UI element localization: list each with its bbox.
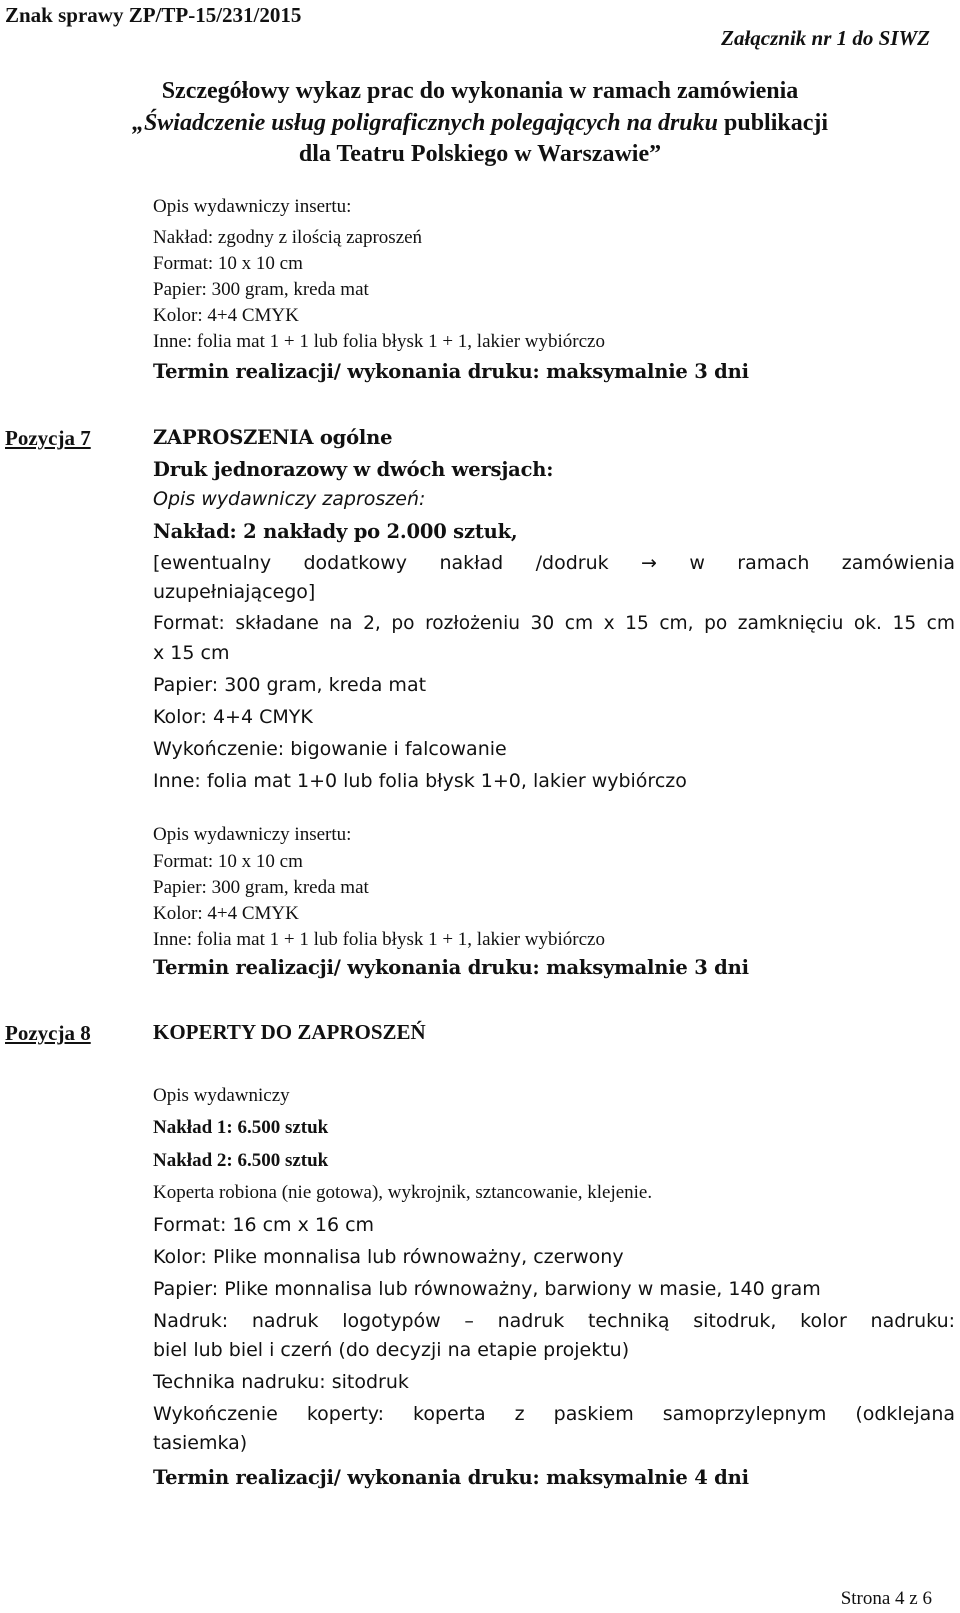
pozycja-8-kolor: Kolor: Plike monnalisa lub równoważny, czerwony [153, 1246, 624, 1268]
word: cm [926, 613, 956, 634]
pozycja-8-termin: Termin realizacji/ wykonania druku: maksymalnie 4 dni [153, 1466, 749, 1489]
word: sitodruk, [693, 1310, 777, 1332]
word: dodatkowy [303, 552, 408, 574]
word: logotypów [342, 1310, 441, 1332]
pozycja-8-label: Pozycja 8 [5, 1021, 91, 1045]
pozycja-8-title: KOPERTY DO ZAPROSZEŃ [153, 1020, 426, 1044]
insert-kolor: Kolor: 4+4 CMYK [153, 305, 299, 326]
word: paskiem [553, 1403, 634, 1425]
pozycja-7-opis: Opis wydawniczy zaproszeń: [153, 488, 426, 510]
word: kolor [800, 1310, 847, 1332]
pozycja-7-inne: Inne: folia mat 1+0 lub folia błysk 1+0, lakier wybiórczo [153, 770, 687, 792]
pozycja-7-format-cont: x 15 cm [153, 642, 230, 664]
arrow-icon: → [641, 552, 657, 574]
word: ok. [853, 613, 882, 634]
word: rozłożeniu [425, 613, 521, 634]
word: nadruku: [870, 1310, 956, 1332]
pozycja-8-naklad2: Nakład 2: 6.500 sztuk [153, 1150, 329, 1171]
word: 2, [363, 613, 381, 634]
word: zamówienia [841, 552, 956, 574]
pozycja-8-papier: Papier: Plike monnalisa lub równoważny, barwiony w masie, 140 gram [153, 1278, 821, 1300]
word: nadruk [497, 1310, 565, 1332]
word: Format: [153, 613, 225, 634]
word: (odklejana [855, 1403, 956, 1425]
word: – [464, 1310, 474, 1332]
pozycja-7-naklad: Nakład: 2 nakłady po 2.000 sztuk, [153, 520, 518, 543]
insert-papier: Papier: 300 gram, kreda mat [153, 279, 369, 300]
document-title-line3: dla Teatru Polskiego w Warszawie” [298, 141, 662, 167]
pozycja-7-insert-format: Format: 10 x 10 cm [153, 851, 303, 872]
insert-heading: Opis wydawniczy insertu: [153, 196, 352, 217]
pozycja-7-ewentualny-cont: uzupełniającego] [153, 581, 316, 603]
pozycja-8-technika: Technika nadruku: sitodruk [153, 1371, 409, 1393]
word: z [514, 1403, 525, 1425]
word: Wykończenie [153, 1403, 278, 1425]
word: 15 [892, 613, 917, 634]
word: 15 [625, 613, 649, 634]
title-rest-part: publikacji [718, 110, 829, 136]
word: po [704, 613, 728, 634]
annex-label: Załącznik nr 1 do SIWZ [721, 26, 930, 50]
word: x [603, 613, 615, 634]
pozycja-8-naklad1: Nakład 1: 6.500 sztuk [153, 1117, 329, 1138]
word: zamknięciu [737, 613, 844, 634]
page-number: Strona 4 z 6 [840, 1588, 932, 1609]
pozycja-7-label: Pozycja 7 [5, 426, 91, 450]
insert-termin: Termin realizacji/ wykonania druku: maksymalnie 3 dni [153, 360, 749, 383]
word: samoprzylepnym [662, 1403, 827, 1425]
word: ramach [737, 552, 810, 574]
word: cm [564, 613, 594, 634]
insert-inne: Inne: folia mat 1 + 1 lub folia błysk 1 + 1, lakier wybiórczo [153, 331, 605, 352]
pozycja-8-nadruk [153, 1310, 955, 1332]
word: Nadruk: [153, 1310, 229, 1332]
word: /dodruk [535, 552, 609, 574]
pozycja-7-kolor: Kolor: 4+4 CMYK [153, 706, 313, 728]
pozycja-8-format: Format: 16 cm x 16 cm [153, 1214, 375, 1236]
pozycja-7-format [153, 613, 955, 634]
pozycja-7-termin: Termin realizacji/ wykonania druku: maksymalnie 3 dni [153, 956, 749, 979]
document-title-line1: Szczegółowy wykaz prac do wykonania w ramach zamówienia [161, 78, 799, 104]
word: [ewentualny [153, 552, 272, 574]
pozycja-7-wykonczenie: Wykończenie: bigowanie i falcowanie [153, 738, 507, 760]
pozycja-8-koperta: Koperta robiona (nie gotowa), wykrojnik, sztancowanie, klejenie. [153, 1182, 653, 1203]
word: nakład [439, 552, 504, 574]
title-italic-part: „Świadczenie usług poligraficznych polegających na druku [131, 110, 718, 136]
word: składane [235, 613, 319, 634]
word: cm, [659, 613, 694, 634]
pozycja-7-druk: Druk jednorazowy w dwóch wersjach: [153, 458, 554, 481]
pozycja-7-insert-heading: Opis wydawniczy insertu: [153, 824, 352, 845]
pozycja-7-insert-kolor: Kolor: 4+4 CMYK [153, 903, 299, 924]
pozycja-7-insert-papier: Papier: 300 gram, kreda mat [153, 877, 369, 898]
pozycja-8-nadruk-cont: biel lub biel i czerń (do decyzji na etapie projektu) [153, 1339, 630, 1361]
pozycja-7-insert-inne: Inne: folia mat 1 + 1 lub folia błysk 1 + 1, lakier wybiórczo [153, 929, 605, 950]
insert-format: Format: 10 x 10 cm [153, 253, 303, 274]
word: nadruk [251, 1310, 319, 1332]
word: koperta [413, 1403, 486, 1425]
word: 30 [530, 613, 555, 634]
word: po [391, 613, 415, 634]
pozycja-8-wykonczenie-cont: tasiemka) [153, 1432, 248, 1454]
pozycja-7-title: ZAPROSZENIA ogólne [153, 426, 393, 449]
pozycja-7-papier: Papier: 300 gram, kreda mat [153, 674, 427, 696]
insert-naklad: Nakład: zgodny z ilością zaproszeń [153, 227, 423, 248]
document-title-line2 [0, 110, 960, 137]
word: na [329, 613, 353, 634]
word: w [689, 552, 705, 574]
pozycja-7-ewentualny [153, 552, 955, 574]
pozycja-8-opis: Opis wydawniczy [153, 1085, 290, 1106]
pozycja-8-wykonczenie [153, 1403, 955, 1425]
word: koperty: [306, 1403, 385, 1425]
word: techniką [587, 1310, 670, 1332]
case-number: Znak sprawy ZP/TP-15/231/2015 [5, 3, 302, 27]
